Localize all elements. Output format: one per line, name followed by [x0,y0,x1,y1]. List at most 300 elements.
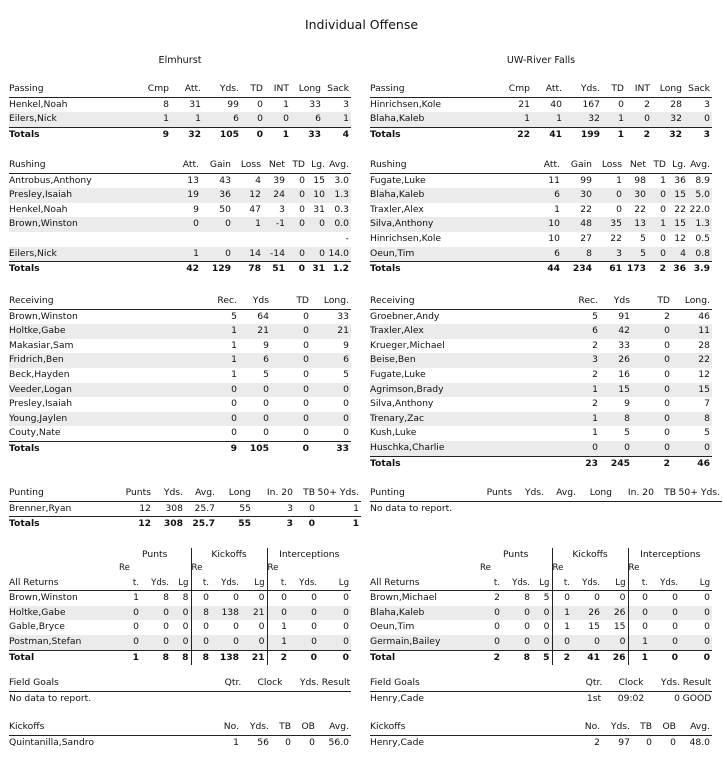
column-header: Re [628,561,650,576]
column-header: Re [119,563,130,574]
totals-label: Total [370,651,396,663]
player-name: Huschka,Charlie [370,441,445,453]
header-row [9,486,361,501]
return-group-header: Punts [503,549,529,560]
header-row [9,294,351,309]
stat-cell: -1 [275,218,285,230]
stat-cell: 0 [299,203,305,215]
stat-cell: 8 [704,412,710,424]
totals-row [9,262,351,277]
receiving-left-section [9,294,351,457]
stat-cell: 0 [257,98,263,110]
stat-cell: 6 [554,189,560,201]
column-header: Lg [699,577,711,588]
total-cell: 26 [612,651,626,663]
stat-cell: 15 [674,189,686,201]
player-name: Blaha,Kaleb [370,606,425,618]
stat-cell: 0 [225,247,231,259]
table-row [370,606,712,621]
stat-cell: 24 [273,189,285,201]
group-header-row [9,548,351,561]
stat-cell: 0 [664,398,670,410]
stat-cell: 0 [311,635,318,647]
rushing-table [370,158,712,277]
total-cell: 0 [703,651,711,663]
stat-cell: 5 [543,592,550,604]
column-header: Yds. [660,677,680,688]
stat-cell: 0 [543,635,550,647]
stat-cell: 1.3 [695,218,710,230]
stat-cell: 1 [592,427,598,439]
stat-cell: 1 [193,247,199,259]
stat-cell: 0 [303,427,309,439]
stat-cell: 9 [263,339,269,351]
stat-cell: 0.5 [695,232,710,244]
player-name: Henkel,Noah [9,203,68,215]
column-header: Re [267,561,289,576]
blank-header [532,561,552,576]
stat-cell: 43 [219,174,231,186]
stat-cell: 42 [618,325,630,337]
stat-cell: 0 [343,635,350,647]
total-cell: 105 [249,442,269,454]
player-name: Groebner,Andy [370,310,440,322]
total-cell: 3.9 [693,263,710,275]
kickoffs-left-section [9,720,351,750]
stat-cell: 0 [299,174,305,186]
column-header: Rec. [578,295,598,306]
stat-cell: 0.3 [334,203,349,215]
column-header: Gain [209,159,231,170]
punting-left-section [9,486,359,532]
player-name: Henry,Cade [370,692,425,704]
stat-cell: 56.0 [328,736,349,748]
column-header: Yds. [512,577,530,588]
column-header: Yds. [524,487,544,498]
stat-cell: 2 [592,368,598,380]
column-header: OB [662,721,676,732]
blank-header [502,561,532,576]
rushing-table [9,158,351,277]
stat-cell: 0 [231,383,237,395]
stat-cell: 0 [616,203,622,215]
player-name: Krueger,Michael [370,339,445,351]
totals-row [9,650,351,665]
stat-cell: 6 [233,113,239,125]
column-header: TB [279,721,291,732]
stat-cell: 0 [704,621,711,633]
stat-cell: 0 [704,635,711,647]
blank-header [602,561,628,576]
total-cell: 1 [352,518,359,530]
stat-cell: 0 [299,189,305,201]
player-name: Brown,Michael [370,592,437,604]
column-header: t. [493,577,500,588]
column-header: TD [250,83,263,94]
table-row [370,188,712,203]
stat-cell: 2 [594,736,600,748]
blank-header [171,561,191,576]
header-row [370,486,722,501]
stat-cell: 11 [548,174,560,186]
stat-cell: 26 [588,606,600,618]
column-header: 50+ Yds. [678,487,720,498]
stat-cell: 5 [704,427,710,439]
player-name: Brown,Winston [9,218,78,230]
column-header: Att. [184,83,201,94]
stat-cell: 3 [592,354,598,366]
section-heading: Rushing [370,159,407,170]
player-name: Traxler,Alex [370,203,424,215]
table-row [370,217,712,232]
player-name: Brown,Winston [9,310,78,322]
column-header: Net [268,159,285,170]
kickoffs-table [9,720,351,750]
column-header: Punts [125,487,151,498]
stat-cell: 0 [664,339,670,351]
stat-cell: 0 [343,412,349,424]
total-cell: 44 [547,263,560,275]
stat-cell: 13 [187,174,199,186]
stat-cell: 15 [674,218,686,230]
total-cell: 234 [572,263,592,275]
stat-cell: 0 [660,203,666,215]
player-name: Henkel,Noah [9,98,68,110]
column-header: Qtr. [224,677,242,688]
column-header: In. 20 [627,487,654,498]
stat-cell: 50 [219,203,231,215]
stat-cell: 8 [586,247,592,259]
table-row [9,112,351,127]
column-header: TB [664,487,676,498]
stat-cell: 33 [618,339,630,351]
stat-cell: 5 [231,310,237,322]
player-name: Brown,Winston [9,592,78,604]
field_goals-right-section [370,676,712,706]
table-row [9,232,351,247]
table-row [370,735,712,750]
column-header: Yds. [580,83,600,94]
total-cell: 32 [669,128,682,140]
stat-cell: 22 [634,203,646,215]
total-cell: 138 [219,651,239,663]
total-cell: 245 [610,457,630,469]
stat-cell: 0 [343,398,349,410]
stat-cell: 0 [319,247,325,259]
passing-right-section [370,82,712,142]
column-header: TD [611,83,624,94]
stat-cell: 0 [311,592,318,604]
stat-cell: 13 [634,218,646,230]
column-header: t. [191,576,211,591]
blank-header [650,561,680,576]
team-name-left: Elmhurst [158,55,202,66]
total-cell: 0 [256,128,263,140]
stat-cell: 1 [556,113,562,125]
table-row [9,353,351,368]
stat-cell: 36 [674,174,686,186]
header-row [370,82,712,97]
column-header: TD [657,295,670,306]
stat-cell: 0 [133,606,139,618]
table-row [9,188,351,203]
punting-right-section [370,486,720,516]
stat-cell: 0 [524,635,530,647]
stat-cell: 0 [616,189,622,201]
stat-cell: 4 [255,174,261,186]
stat-cell: 9 [343,339,349,351]
stat-cell: 1 [552,606,572,621]
stat-cell: 8 [624,412,630,424]
totals-row [9,127,351,142]
total-cell: 55 [238,518,251,530]
stat-cell: 31 [313,203,325,215]
blank-header [370,548,480,561]
stat-cell: 0 [267,591,289,606]
stat-cell [263,232,287,247]
total-cell: 2 [267,650,289,665]
column-header: Avg. [329,159,349,170]
stat-cell: 0 [257,113,263,125]
stat-cell: 1 [616,174,622,186]
team-name-right: UW-River Falls [506,55,576,66]
stat-cell: 15 [698,383,710,395]
player-name: Agrimson,Brady [370,383,444,395]
blank-header [9,548,119,561]
header-row [370,294,712,309]
total-cell: 8 [523,651,530,663]
player-name: Oeun,Tim [370,247,415,259]
stat-cell: 12 [139,502,151,514]
total-cell: 3 [286,518,293,530]
totals-label: Total [9,651,35,663]
stat-cell: 0 [619,592,626,604]
stat-cell: 12 [249,189,261,201]
player-name: Hinrichsen,Kole [370,232,442,244]
stat-cell: 0 [299,247,305,259]
total-cell: 199 [580,128,600,140]
table-row [370,441,712,456]
total-cell: 8 [182,651,189,663]
column-header: Clock [257,677,283,688]
total-cell: 36 [673,263,686,275]
section-heading: Receiving [9,295,54,306]
section-heading: Punting [370,487,405,498]
table-row [370,635,712,650]
stat-cell: 0 [672,621,679,633]
stat-cell: 0 [664,412,670,424]
total-cell: 23 [585,457,598,469]
stat-cell: 0 [233,621,239,633]
stat-cell: 15 [313,174,325,186]
sub-header-row [370,561,712,576]
header-row [9,676,351,691]
column-header: Re [552,561,572,576]
table-row [370,309,712,324]
stat-cell: 0 [660,247,666,259]
stat-cell: 1 [353,502,359,514]
player-name: Silva,Anthony [370,218,434,230]
table-row [9,606,351,621]
stat-cell: 25.7 [194,502,215,514]
player-name: Kush,Luke [370,427,417,439]
stat-cell: 0 [309,502,315,514]
stat-cell: 0 [303,325,309,337]
stat-cell: 09:02 [617,692,645,704]
total-cell: 51 [272,263,285,275]
blank-header [141,561,171,576]
player-name: Germain,Bailey [370,635,441,647]
stat-cell: 33 [309,98,321,110]
stat-cell: 21 [337,325,349,337]
stat-cell: 0 [343,621,350,633]
table-row [9,397,351,412]
total-cell: 9 [230,442,237,454]
player-name: Gable,Bryce [9,621,65,633]
section-heading: Receiving [370,295,415,306]
stat-cell: 91 [618,310,630,322]
section-heading: All Returns [9,576,59,588]
stat-cell: 0 [619,635,626,647]
stat-cell: 0 [263,412,269,424]
column-header: Yds [252,295,269,306]
column-header: Yds [613,295,630,306]
stat-cell: 0 [594,635,600,647]
stat-cell: 32 [670,113,682,125]
stat-cell [287,232,307,247]
total-cell: 0 [308,518,315,530]
totals-row [9,441,351,456]
stat-cell: 26 [613,606,626,618]
column-header: Punts [486,487,512,498]
total-cell: 41 [549,128,562,140]
stat-cell: 0 [193,218,199,230]
stat-cell: 0 [672,592,679,604]
stat-cell: 8 [182,592,189,604]
blank-header [370,561,480,576]
stat-cell: 8 [163,98,169,110]
stat-cell [201,232,233,247]
stat-cell: 0.8 [695,247,710,259]
total-cell: 0 [671,651,679,663]
no-data-message: No data to report. [370,502,453,514]
total-cell: 1 [617,128,624,140]
table-row [9,97,351,112]
stat-cell: 0 [592,441,598,453]
sub-header-row [9,576,351,591]
column-header: TD [653,159,666,170]
stat-cell: 1 [524,113,530,125]
table-row [9,203,351,218]
totals-row [370,456,712,471]
total-cell: 2 [659,263,666,275]
total-cell: 308 [163,518,183,530]
stat-cell: 0 [263,398,269,410]
column-header: Lg [338,577,350,588]
column-header: Yds. [299,677,319,688]
totals-label: Totals [370,128,401,140]
header-row [9,82,351,97]
total-cell: 2 [552,650,572,665]
player-name: Presley,Isaiah [9,398,73,410]
total-cell: 2 [663,457,670,469]
totals-label: Totals [370,263,401,275]
table-row [370,368,712,383]
stat-cell: 0 [660,189,666,201]
total-cell: 0 [302,442,309,454]
stat-cell: 33 [337,310,349,322]
total-cell: 33 [308,128,321,140]
column-header: TB [640,721,652,732]
section-heading: Kickoffs [9,721,45,732]
column-header: t. [552,576,572,591]
stat-cell: 3 [343,98,349,110]
column-header: Avg. [329,721,349,732]
stat-cell: 0 [704,441,710,453]
stat-cell: 0 [303,398,309,410]
stat-cell: 0 [303,412,309,424]
stat-cell [159,232,201,247]
total-cell: 105 [219,128,239,140]
stat-cell: 5.0 [695,189,710,201]
total-cell: 129 [211,263,231,275]
stat-cell: 0 [303,383,309,395]
stat-cell: 0 [674,692,680,704]
column-header: Sack [327,83,349,94]
section-heading: Field Goals [9,677,59,688]
total-cell: 22 [517,128,530,140]
stat-cell: 6 [592,325,598,337]
total-cell: 25.7 [192,518,215,530]
stat-cell: 0 [258,635,265,647]
stat-cell: 5 [640,247,646,259]
stat-cell: 1 [343,113,349,125]
return-group-header: Interceptions [628,548,712,561]
stat-cell: 7 [704,398,710,410]
stat-cell: 0 [258,621,265,633]
total-cell: 2 [643,128,650,140]
stat-cell: 1st [586,692,602,704]
column-header: Avg. [556,487,576,498]
player-name: Blaha,Kaleb [370,113,425,125]
stat-cell: 1 [231,354,237,366]
stat-cell: 5 [592,310,598,322]
section-heading: All Returns [370,576,420,588]
stat-cell: 28 [670,98,682,110]
no-data-row [9,691,351,706]
stat-cell: 0 [494,621,500,633]
stat-cell: 8.9 [695,174,710,186]
stat-cell: 0 [343,383,349,395]
stat-cell: 0 [704,592,711,604]
stat-cell: 40 [550,98,562,110]
kickoffs-table [370,720,712,750]
total-cell: 0 [342,651,350,663]
totals-label: Totals [9,518,40,530]
blank-header [319,561,351,576]
stat-cell: 0 [343,606,350,618]
column-header: Result [321,677,351,688]
stat-cell: 6 [315,113,321,125]
stat-cell: 0 [191,620,211,635]
column-header: Yds. [219,83,239,94]
return-group-header: Kickoffs [552,548,628,561]
no-data-row [370,501,722,516]
stat-cell: 6 [263,354,269,366]
player-name: Beck,Hayden [9,368,70,380]
stat-cell: 3 [616,247,622,259]
column-header: t. [132,577,139,588]
